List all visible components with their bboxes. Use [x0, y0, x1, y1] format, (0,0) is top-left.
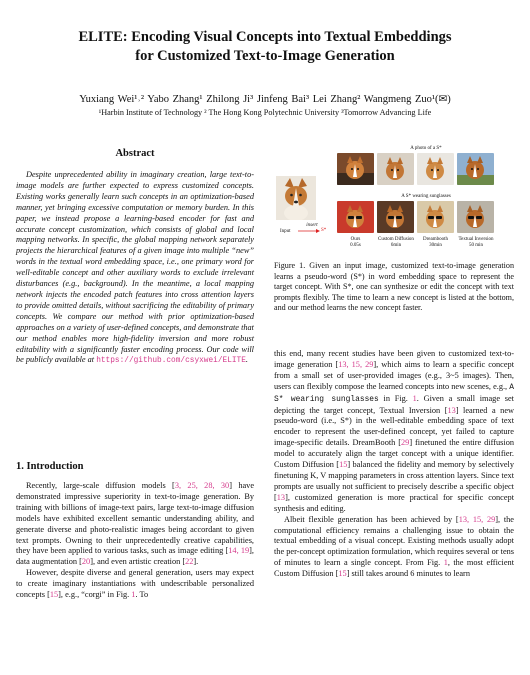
- text: ] finetuned the entire diffusion model to accurately align the target concept with a unique identifier. Custom Diffusion [: [274, 438, 514, 470]
- text: . To: [135, 590, 149, 600]
- generated-dog-image: [337, 153, 374, 185]
- citation-link[interactable]: 15: [339, 460, 348, 470]
- method-time: 50 min: [468, 243, 484, 248]
- figure-link[interactable]: 1: [412, 393, 417, 403]
- generated-dog-sunglasses-image: [417, 201, 454, 233]
- abstract-body: [16, 170, 254, 367]
- method-time: 6min: [390, 243, 402, 248]
- figure-link[interactable]: 1: [131, 590, 136, 600]
- method-name: Custom Diffusion: [378, 237, 414, 242]
- text: this end, many recent studies have been given to customized text-to-image generation [: [274, 349, 514, 369]
- text: , the most efficient Custom Diffusion [: [274, 558, 514, 579]
- method-time: 30min: [429, 243, 442, 248]
- figure-1: [274, 144, 514, 254]
- text: ] have demonstrated impressive superiority in text-to-image generation. By training with billions of image-text pairs, large text-to-image diffusion models have exhibited excellent semantic understanding ability, and generate diverse and photo-realistic images being accordant to given text prompts. Owning to their unprecedentedly creative capabilities, they have been applied to various tasks, such as image editing [: [16, 481, 254, 556]
- text: . Given a small image set depicting the target concept, Textual Inversion [: [274, 393, 514, 415]
- text: in Fig.: [378, 393, 413, 403]
- generated-dog-sunglasses-image: [337, 201, 374, 233]
- pseudo-word-label: S*: [321, 228, 327, 233]
- citation-link[interactable]: 22: [185, 557, 194, 567]
- author-list: Yuxiang Wei¹˒² Yabo Zhang¹ Zhilong Ji³ Jinfeng Bai³ Lei Zhang² Wangmeng Zuo¹(✉): [79, 94, 451, 105]
- citation-link[interactable]: 14, 19: [228, 546, 250, 556]
- generated-dog-image: [417, 153, 454, 185]
- abstract-heading: Abstract: [115, 148, 155, 159]
- method-label: [374, 237, 418, 249]
- text: ] balanced the fidelity and memory by selectively finetuning K, V mapping parameters in cross attention layers. Since text prompts are usually not sufficient to precisely describe a specific object [: [274, 460, 514, 502]
- method-time: 0.05s: [350, 243, 361, 248]
- text: ], data augmentation [: [16, 546, 255, 567]
- citation-link[interactable]: 13, 15, 29: [458, 514, 496, 524]
- title-line-1: ELITE: Encoding Visual Concepts into Textual Embeddings: [78, 29, 452, 45]
- text: ] learned a new pseudo-word (i.e., S*) in the well-editable embedding space of text encoder to represent the user-defined concept, yet failed to capture image-specific details. DreamBooth [: [274, 405, 514, 448]
- right-paragraph-1: [274, 349, 514, 515]
- method-label: [417, 237, 454, 249]
- text: ], the computational efficiency remains a challenging issue to obtain the textual embedding of a visual concept. Existing methods usually adopt the per-concept optimization formulation, which requires several or tens of minutes to learn a single concept. From Fig.: [274, 514, 514, 568]
- input-dog-image: [276, 176, 316, 220]
- citation-link[interactable]: 13, 15, 29: [338, 359, 374, 369]
- citation-link[interactable]: 20: [81, 557, 91, 567]
- generated-dog-image: [457, 153, 494, 185]
- figure-caption: Figure 1. Given an input image, customized text-to-image generation learns a pseudo-word (S*) in word embedding space to represent the target concept. With S*, one can synthesize or edit the concept with text prompts flexibly. The time to learn a new concept is listed at the bottom, and our method learns the new concept faster.: [274, 261, 514, 313]
- method-label: [337, 237, 374, 249]
- intro-paragraph-2: [16, 568, 254, 601]
- prompt-label-photo: A photo of a S*: [410, 146, 442, 151]
- generated-dog-image: [377, 153, 414, 185]
- generated-dog-sunglasses-image: [377, 201, 414, 233]
- intro-paragraph-1: [16, 481, 254, 568]
- method-name: Ours: [350, 237, 361, 242]
- citation-link[interactable]: 3, 25, 28, 30: [174, 481, 230, 490]
- citation-link[interactable]: 15: [338, 569, 347, 579]
- citation-link[interactable]: 13: [276, 492, 286, 502]
- method-label: [454, 237, 498, 249]
- intro-body: [16, 481, 254, 601]
- right-column-body: [274, 349, 514, 580]
- figure-link[interactable]: 1: [443, 558, 448, 568]
- text: ], and even artistic creation [: [90, 557, 186, 567]
- text: ].: [193, 557, 199, 567]
- abstract-text: Despite unprecedented ability in imaginary creation, large text-to-image models are further expected to express customized concepts. Existing works generally learn such concepts in an optimization-based manner, yet bringing excessive computation or memory burden. In this paper, we instead propose a learning-based encoder for fast and accurate concept customization, which consists of global and local mapping networks. In specific, the global mapping network separately projects the hierarchical features of a given image into multiple “new” words in the textual word embedding space, i.e., one primary word for well-editable concept and other auxiliary words to exclude irrelevant disturbances (e.g., background). In the meantime, a local mapping network injects the encoded patch features into cross attention layers to provide omitted details, without sacrificing the editability of primary concepts. We compare our method with prior optimization-based approaches on a variety of user-defined concepts, and demonstrate that our method enables more high-fidelity inversion and more robust editability with a significantly faster encoding process. Our code will be publicly available at: [16, 170, 254, 365]
- right-paragraph-2: [274, 515, 514, 580]
- text: ] still takes around 6 minutes to learn: [346, 569, 470, 579]
- intro-heading: 1. Introduction: [16, 461, 84, 472]
- text: Albeit flexible generation has been achieved by [: [284, 514, 459, 524]
- text: Recently, large-scale diffusion models [: [26, 481, 175, 490]
- paper-title: [0, 28, 530, 66]
- generated-dog-sunglasses-image: [457, 201, 494, 233]
- prompt-example: A S* wearing sunglasses: [274, 382, 514, 404]
- title-line-2: for Customized Text-to-Image Generation: [135, 48, 395, 64]
- affiliations: ¹Harbin Institute of Technology ² The Hong Kong Polytechnic University ³Tomorrow Advancing Life: [98, 108, 432, 117]
- insert-arrow-icon: [298, 228, 320, 234]
- text: However, despite diverse and general generation, users may expect to create imaginary instantiations with undescribable personalized concepts [: [16, 568, 254, 600]
- method-name: Textual Inversion: [458, 237, 494, 242]
- method-name: Dreambooth: [423, 237, 448, 242]
- insert-label: insert: [306, 223, 318, 228]
- abstract-end: .: [245, 355, 248, 365]
- text: ], customized generation is more practical for specific concept synthesis and editing.: [274, 492, 514, 513]
- code-link[interactable]: https://github.com/csyxwei/ELITE: [96, 357, 246, 366]
- text: ], which aims to learn a specific concept from a small set of user-provided images (e.g., 3~5 images). Then, users can flexibly compose the learned concepts into new scenes, e.g.,: [274, 359, 514, 391]
- text: ], e.g., “corgi” in Fig.: [58, 590, 132, 600]
- prompt-label-sunglasses: A S* wearing sunglasses: [401, 194, 451, 199]
- citation-link[interactable]: 13: [447, 405, 456, 415]
- citation-link[interactable]: 29: [401, 438, 410, 448]
- input-label: Input: [280, 229, 291, 234]
- citation-link[interactable]: 15: [49, 590, 59, 600]
